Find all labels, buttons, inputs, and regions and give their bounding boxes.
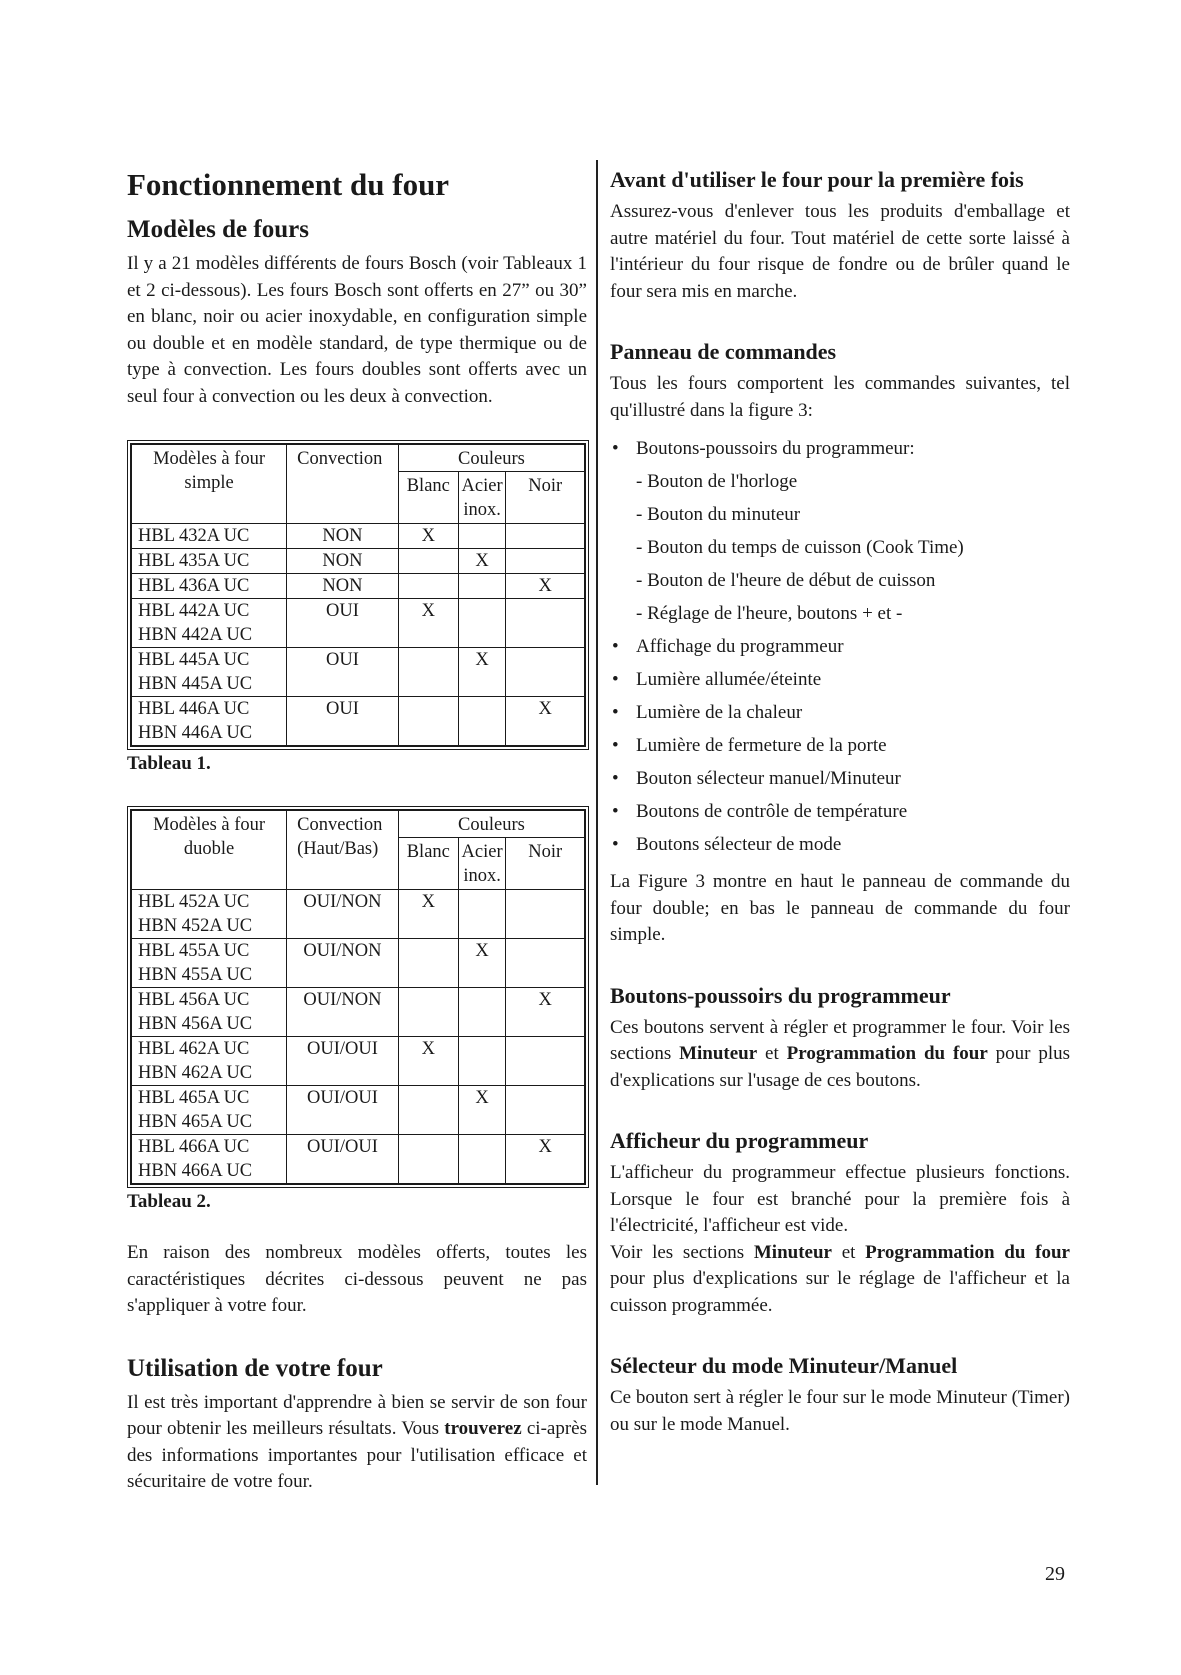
table-1-cell-noir [506,648,585,697]
table-row [132,648,585,697]
table-1-cell-blanc [398,697,458,746]
table-1-cell-blanc [398,549,458,574]
table-1-cell-conv: OUI [287,599,399,648]
table-1-cell-model: HBL 446A UC HBN 446A UC [132,697,287,746]
table-2-cell-model: HBL 455A UC HBN 455A UC [132,939,287,988]
display-text-2: Voir les sections Minuteur et Programmation du four pour plus d'explications sur le réglage de l'afficheur et la cuisson programmée. [610,1241,1070,1316]
table-1-cell-acier [458,574,506,599]
features-text: En raison des nombreux modèles offerts, toutes les caractéristiques décrites ci-dessous peuvent ne pas s'appliquer à votre four. [127,1242,587,1316]
table-2-header-colors: Couleurs [398,811,584,838]
table-1-header-acier: Acier inox. [458,472,506,524]
table-2-cell-conv: OUI/OUI [287,1037,399,1086]
table-1-header-noir: Noir [506,472,585,524]
list-item: • Boutons de contrôle de température [610,795,1070,828]
table-row [132,549,585,574]
table-2-cell-conv: OUI/OUI [287,1086,399,1135]
table-row [132,1086,585,1135]
sub-list-item: - Bouton de l'horloge [636,471,798,492]
right-column [610,165,1070,1438]
table-1-cell-acier: X [458,549,506,574]
table-2-cell-blanc: X [398,890,458,939]
selector-heading: Sélecteur du mode Minuteur/Manuel [610,1353,958,1378]
table-2-cell-blanc [398,1086,458,1135]
usage-text: Il est très important d'apprendre à bien se servir de son four pour obtenir les meilleurs résultats. Vous trouverez ci-après des informations importantes pour l'utilisation efficace et sécuritaire de votre four. [127,1391,587,1492]
table-2-cell-conv: OUI/OUI [287,1135,399,1184]
panel-heading: Panneau de commandes [610,339,837,364]
table-1-cell-conv: NON [287,549,399,574]
table-2-header-convection: Convection (Haut/Bas) [287,811,399,890]
table-1-header-model: Modèles à four simple [132,445,287,524]
table-1-header-blanc: Blanc [398,472,458,524]
table-2-cell-blanc [398,1135,458,1184]
table-row [132,697,585,746]
table-1-header-convection: Convection [287,445,399,524]
table-2-cell-model: HBL 462A UC HBN 462A UC [132,1037,287,1086]
list-item: • Boutons-poussoirs du programmeur: - Bouton de l'horloge - Bouton du minuteur - Bouton du temps de cuisson (Cook Time) - Bouton de l'heure de début de cuisson - Réglage de l'heure, boutons + et - [610,432,1070,630]
sub-list-item: - Bouton de l'heure de début de cuisson [636,570,936,591]
table-1 [127,440,589,750]
table-2-cell-model: HBL 466A UC HBN 466A UC [132,1135,287,1184]
table-1-cell-model: HBL 442A UC HBN 442A UC [132,599,287,648]
table-1-cell-acier [458,524,506,549]
list-item: • Lumière allumée/éteinte [610,663,1070,696]
table-2-cell-model: HBL 456A UC HBN 456A UC [132,988,287,1037]
table-1-cell-acier [458,599,506,648]
table-1-cell-noir [506,549,585,574]
table-1-cell-noir: X [506,574,585,599]
table-2-cell-blanc: X [398,1037,458,1086]
table-2-header-blanc: Blanc [398,838,458,890]
table-2-header-acier: Acier inox. [458,838,506,890]
table-2-header-model: Modèles à four duoble [132,811,287,890]
table-2-header-noir: Noir [506,838,585,890]
table-2-cell-acier: X [458,1086,506,1135]
controls-list [610,432,1070,630]
table-2 [127,806,589,1188]
table-2-cell-acier [458,988,506,1037]
first-use-text: Assurez-vous d'enlever tous les produits d'emballage et autre matériel du four. Tout matériel de cette sorte laissé à l'intérieur du four risque de fondre ou de brûler quand le four sera mis en marche. [610,201,1070,302]
buttons-heading: Boutons-poussoirs du programmeur [610,982,951,1008]
table-2-cell-noir [506,939,585,988]
table-1-cell-blanc [398,648,458,697]
sub-list-item: - Bouton du minuteur [636,504,801,525]
table-1-cell-model: HBL 435A UC [132,549,287,574]
table-row [132,890,585,939]
page-title: Fonctionnement du four [127,167,450,202]
table-row [132,939,585,988]
table-2-cell-conv: OUI/NON [287,939,399,988]
table-2-cell-noir [506,890,585,939]
list-item: • Lumière de la chaleur [610,696,1070,729]
table-2-cell-blanc [398,939,458,988]
table-1-cell-acier [458,697,506,746]
table-1-cell-conv: NON [287,524,399,549]
table-1-header-colors: Couleurs [398,445,584,472]
table-1-cell-noir: X [506,697,585,746]
table-1-cell-model: HBL 436A UC [132,574,287,599]
page-number: 29 [1045,1563,1065,1585]
table-2-cell-noir: X [506,988,585,1037]
table-1-cell-noir [506,524,585,549]
table-2-cell-model: HBL 452A UC HBN 452A UC [132,890,287,939]
table-2-cell-conv: OUI/NON [287,890,399,939]
table-2-cell-noir: X [506,1135,585,1184]
table-row [132,524,585,549]
table-2-cell-acier [458,1037,506,1086]
table-2-cell-blanc [398,988,458,1037]
table-2-cell-noir [506,1037,585,1086]
panel-outro: La Figure 3 montre en haut le panneau de commande du four double; en bas le panneau de commande du four simple. [610,871,1070,945]
table-2-cell-conv: OUI/NON [287,988,399,1037]
list-item: • Boutons sélecteur de mode [610,828,1070,861]
table-1-cell-conv: OUI [287,697,399,746]
table-1-cell-noir [506,599,585,648]
table-row [132,599,585,648]
table-2-caption: Tableau 2. [127,1191,211,1212]
table-1-cell-model: HBL 432A UC [132,524,287,549]
column-divider [596,160,598,1485]
table-row [132,988,585,1037]
table-1-cell-blanc [398,574,458,599]
table-2-cell-acier [458,890,506,939]
list-item: • Affichage du programmeur [610,630,1070,663]
models-heading: Modèles de fours [127,216,309,243]
table-2-cell-acier [458,1135,506,1184]
usage-heading: Utilisation de votre four [127,1354,383,1382]
first-use-heading: Avant d'utiliser le four pour la première fois [610,167,1024,192]
table-1-cell-conv: OUI [287,648,399,697]
table-1-caption: Tableau 1. [127,753,211,774]
table-2-cell-noir [506,1086,585,1135]
display-text: L'afficheur du programmeur effectue plusieurs fonctions. Lorsque le four est branché pour la première fois à l'électricité, l'afficheur est vide. [610,1162,1070,1236]
table-1-cell-blanc: X [398,599,458,648]
left-column [127,165,587,1496]
table-row [132,1037,585,1086]
models-text: Il y a 21 modèles différents de fours Bosch (voir Tableaux 1 et 2 ci-dessous). Les fours Bosch sont offerts en 27” ou 30” en blanc, noir ou acier inoxydable, en configuration simple ou double et en modèle standard, de type thermique ou de type à convection. Les fours doubles sont offerts avec un seul four à convection ou les deux à convection. [127,253,587,407]
table-1-cell-blanc: X [398,524,458,549]
table-2-cell-acier: X [458,939,506,988]
table-2-cell-model: HBL 465A UC HBN 465A UC [132,1086,287,1135]
table-1-cell-model: HBL 445A UC HBN 445A UC [132,648,287,697]
sub-list-item: - Réglage de l'heure, boutons + et - [636,603,903,624]
table-row [132,1135,585,1184]
panel-intro: Tous les fours comportent les commandes suivantes, tel qu'illustré dans la figure 3: [610,373,1070,421]
list-item: • Lumière de fermeture de la porte [610,729,1070,762]
selector-text: Ce bouton sert à régler le four sur le mode Minuteur (Timer) ou sur le mode Manuel. [610,1387,1070,1435]
sub-list-item: - Bouton du temps de cuisson (Cook Time) [636,537,964,558]
table-1-cell-acier: X [458,648,506,697]
table-row [132,574,585,599]
buttons-text: Ces boutons servent à régler et programmer le four. Voir les sections Minuteur et Programmation du four pour plus d'explications sur l'usage de ces boutons. [610,1016,1070,1091]
controls-list-rest [610,630,1070,861]
display-heading: Afficheur du programmeur [610,1128,869,1153]
sub-list [636,465,1070,630]
list-item: • Bouton sélecteur manuel/Minuteur [610,762,1070,795]
table-1-cell-conv: NON [287,574,399,599]
